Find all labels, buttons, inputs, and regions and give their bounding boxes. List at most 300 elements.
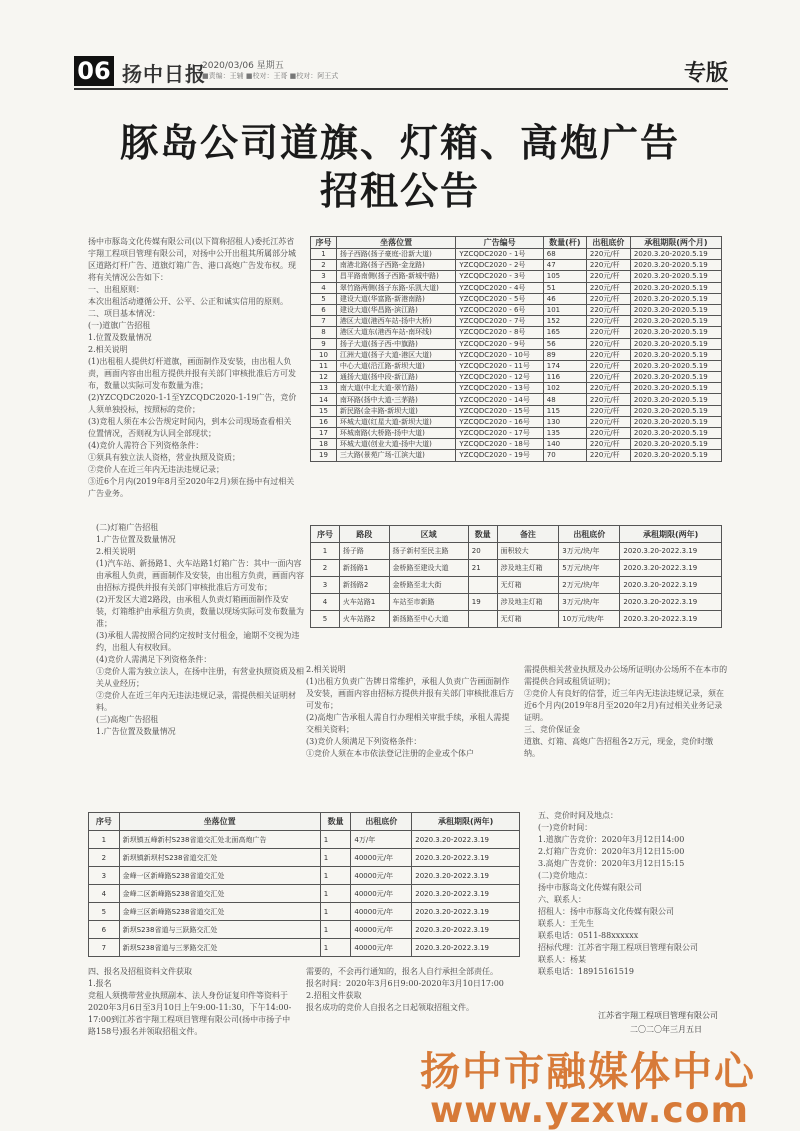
table-cell: 环城大道(创业大道-扬中大道): [336, 439, 456, 450]
table-cell: 车站至市新路: [389, 594, 468, 611]
table-cell: YZCQDC2020 - 16号: [456, 416, 543, 427]
table-cell: 105: [543, 271, 586, 282]
contact-line: 联系人：王先生: [538, 919, 594, 928]
table-row: [311, 394, 722, 405]
table-cell: 2020.3.20-2022.3.19: [412, 849, 520, 867]
column-header: 数量: [320, 813, 351, 831]
intro-paragraph: 扬中市豚岛文化传媒有限公司(以下简称招租人)委托江苏省宇翔工程项目管理有限公司，对扬中公开出租其所属部分城区道路灯杆广告、道旗灯箱广告、港口高炮广告发布权。现将有关情况公告如下：: [88, 237, 296, 282]
table-cell: 1: [311, 249, 337, 260]
table-cell: 2020.3.20-2020.5.19: [630, 304, 721, 315]
table-cell: 152: [543, 316, 586, 327]
table-cell: 4万/年: [351, 831, 412, 849]
table-cell: 2020.3.20-2022.3.19: [412, 903, 520, 921]
table-cell: 2020.3.20-2020.5.19: [630, 405, 721, 416]
issue-date: 2020/03/06 星期五: [202, 61, 284, 71]
table-cell: 220元/杆: [586, 271, 630, 282]
table-cell: 15: [311, 405, 337, 416]
intro-paragraph: ③近6个月内(2019年8月至2020年2月)须在扬中有过相关广告业务。: [88, 477, 295, 498]
column-header: 广告编号: [456, 237, 543, 249]
contact-line: 招标代理：江苏省宇翔工程项目管理有限公司: [538, 943, 698, 952]
table-cell: 昌平路南侧(扬子西路-新城中路): [336, 271, 456, 282]
table-cell: 港区大道(港西车站-扬中大桥): [336, 316, 456, 327]
lightbox-paragraph: ②竞价人在近三年内无违法违规记录，需提供相关证明材料。: [96, 691, 296, 712]
table-row: [311, 611, 722, 628]
column-header: 承租期限(两个月): [630, 237, 721, 249]
table-row: [311, 594, 722, 611]
contact-line: (一)竞价时间：: [538, 823, 593, 832]
table-cell: 220元/杆: [586, 372, 630, 383]
table-cell: 无灯箱: [497, 577, 559, 594]
table-cell: 5: [89, 903, 120, 921]
table-cell: 三大路(景苑广场-江滨大道): [336, 450, 456, 461]
table-cell: 115: [543, 405, 586, 416]
table-cell: 220元/杆: [586, 316, 630, 327]
watermark-cn: 扬中市融媒体中心: [420, 1048, 756, 1095]
table-cell: 2020.3.20-2022.3.19: [412, 867, 520, 885]
column-header: 坐落位置: [119, 813, 320, 831]
table-row: [311, 282, 722, 293]
table-cell: YZCQDC2020 - 13号: [456, 383, 543, 394]
contact-info: [538, 810, 728, 978]
table-cell: 1: [320, 831, 351, 849]
table-cell: 19: [311, 450, 337, 461]
table-row: [311, 293, 722, 304]
contact-line: 五、竞价时间及地点：: [538, 811, 618, 820]
table-cell: 40000元/年: [351, 939, 412, 957]
contact-line: 3.高炮广告竞价：2020年3月12日15:15: [538, 859, 685, 868]
table-cell: 220元/杆: [586, 360, 630, 371]
deposit-column: [524, 664, 728, 760]
table-cell: YZCQDC2020 - 19号: [456, 450, 543, 461]
table-cell: 建设大道(华昌路-滨江路): [336, 304, 456, 315]
table-cell: 51: [543, 282, 586, 293]
table-cell: 2020.3.20-2020.5.19: [630, 416, 721, 427]
table-cell: 2020.3.20-2020.5.19: [630, 260, 721, 271]
column-header: 数量: [468, 526, 497, 543]
table-cell: 环城大道(红星大道-新坝大道): [336, 416, 456, 427]
deposit-paragraph: 道旗、灯箱、高炮广告招租各2万元，现金，竞价时缴纳。: [524, 737, 714, 758]
table-row: [311, 316, 722, 327]
table-cell: 1: [320, 849, 351, 867]
table-cell: YZCQDC2020 - 15号: [456, 405, 543, 416]
table-cell: 新扬路至中心大道: [389, 611, 468, 628]
lightbox-paragraph: (4)竞价人需满足下列资格条件：: [96, 655, 212, 664]
table-cell: 40000元/年: [351, 903, 412, 921]
table-billboard-ads: [88, 812, 520, 957]
intro-paragraph: (4)竞价人需符合下列资格条件：: [88, 441, 204, 450]
table-cell: 3: [89, 867, 120, 885]
table-cell: 扬子西路(扬子豪庭-沿新大道): [336, 249, 456, 260]
table-cell: 220元/杆: [586, 304, 630, 315]
table-cell: 1: [320, 903, 351, 921]
column-header: 序号: [311, 237, 337, 249]
intro-paragraph: (2)YZCQDC2020-1-1至YZCQDC2020-1-19广告，竞价人须单独投标，按照标的竞价；: [88, 393, 297, 414]
table-cell: 2020.3.20-2022.3.19: [412, 885, 520, 903]
table-cell: 1: [320, 867, 351, 885]
column-header: 承租期限(两年): [412, 813, 520, 831]
deposit-paragraph: ②竞价人有良好的信誉，近三年内无违法违规记录，须在近6个月内(2019年8月至2020年2月)有过相关业务记录证明。: [524, 689, 724, 722]
table-cell: 涉及地主灯箱: [497, 560, 559, 577]
table-row: [89, 939, 520, 957]
table-cell: 46: [543, 293, 586, 304]
table-cell: 涉及地主灯箱: [497, 594, 559, 611]
header-rule: [74, 88, 728, 90]
table-lightbox-ads: [310, 525, 722, 628]
table-cell: 2020.3.20-2022.3.19: [412, 939, 520, 957]
column-header: 备注: [497, 526, 559, 543]
intro-paragraph: ②竞价人在近三年内无违法违规记录；: [88, 465, 224, 474]
table-cell: 8: [311, 327, 337, 338]
table-cell: 220元/杆: [586, 439, 630, 450]
signature-date: 二〇二〇年三月五日: [630, 1025, 702, 1034]
table-cell: 扬子路: [339, 543, 389, 560]
table-cell: 6: [311, 304, 337, 315]
table-cell: 无灯箱: [497, 611, 559, 628]
contact-line: 2.灯箱广告竞价：2020年3月12日15:00: [538, 847, 685, 856]
table-cell: 2020.3.20-2020.5.19: [630, 338, 721, 349]
table-cell: YZCQDC2020 - 18号: [456, 439, 543, 450]
table-cell: [468, 577, 497, 594]
table-cell: 1: [89, 831, 120, 849]
intro-paragraph: ①须具有独立法人资格，营业执照及资质；: [88, 453, 240, 462]
table-cell: 通扬大道(扬中段-新江路): [336, 372, 456, 383]
contact-line: 六、联系人：: [538, 895, 586, 904]
headline: 豚岛公司道旗、灯箱、高炮广告: [119, 120, 680, 165]
table-cell: 220元/杆: [586, 249, 630, 260]
table-cell: 1: [320, 939, 351, 957]
table-cell: 40000元/年: [351, 885, 412, 903]
registration-paragraph: 竞租人须携带营业执照副本、法人身份证复印件等资料于2020年3月6日至3月10日上午9:00-11:30，下午14:00-17:00到江苏省宇翔工程项目管理有限公司(扬中市扬子中路158号)报名并领取招租文件。: [88, 991, 292, 1036]
documents-paragraph: 报名成功的竞价人自报名之日起领取招租文件。: [306, 1003, 474, 1012]
table-row: [311, 405, 722, 416]
lightbox-paragraph: (三)高炮广告招租: [96, 715, 159, 724]
subheadline: 招租公告: [319, 168, 480, 213]
table-cell: 220元/杆: [586, 282, 630, 293]
table-cell: 220元/杆: [586, 394, 630, 405]
table-cell: YZCQDC2020 - 10号: [456, 349, 543, 360]
table-row: [311, 338, 722, 349]
table-cell: 89: [543, 349, 586, 360]
contact-line: 1.道旗广告竞价：2020年3月12日14:00: [538, 835, 685, 844]
table-cell: 7: [89, 939, 120, 957]
table-cell: [468, 611, 497, 628]
table-row: [311, 349, 722, 360]
table-cell: 2: [311, 560, 340, 577]
table-row: [311, 543, 722, 560]
contact-line: 联系电话：18915161519: [538, 967, 634, 976]
table-cell: 10万元/块/年: [559, 611, 620, 628]
table-cell: 220元/杆: [586, 338, 630, 349]
table-cell: 1: [320, 921, 351, 939]
contact-line: (二)竞价地点：: [538, 871, 593, 880]
table-cell: 2020.3.20-2020.5.19: [630, 394, 721, 405]
table-cell: 10: [311, 349, 337, 360]
table-cell: 金峰三区新峰路S238省道交汇处: [119, 903, 320, 921]
table-cell: 40000元/年: [351, 849, 412, 867]
table-row: [311, 260, 722, 271]
table-cell: 18: [311, 439, 337, 450]
table-cell: 56: [543, 338, 586, 349]
table-cell: 48: [543, 394, 586, 405]
column-header: 出租底价: [351, 813, 412, 831]
table-cell: 金峰一区新峰路S238省道交汇处: [119, 867, 320, 885]
table-cell: 220元/杆: [586, 450, 630, 461]
lightbox-paragraph: (1)汽车站、新扬路1、火车站路1灯箱广告：其中一面内容由承租人负责，画面制作及安装，由出租方负责，画面内容由招标方提供并报有关部门审核批准后方可发布；: [96, 559, 304, 592]
table-cell: 2: [311, 260, 337, 271]
table-cell: 5: [311, 611, 340, 628]
table-row: [311, 560, 722, 577]
table-cell: 116: [543, 372, 586, 383]
documents-paragraph: 报名时间：2020年3月6日9:00-2020年3月10日17:00: [306, 979, 504, 988]
intro-paragraph: 1.位置及数量情况: [88, 333, 152, 342]
notes-paragraph: 2.相关说明: [306, 665, 346, 674]
table-cell: 2020.3.20-2022.3.19: [620, 560, 722, 577]
column-header: 序号: [311, 526, 340, 543]
intro-paragraph: (一)道旗广告招租: [88, 321, 151, 330]
table-cell: 2020.3.20-2022.3.19: [620, 594, 722, 611]
column-header: 区域: [389, 526, 468, 543]
notes-paragraph: (3)竞价人须满足下列资格条件：: [306, 737, 422, 746]
lightbox-paragraph: 2.相关说明: [96, 547, 136, 556]
table-cell: 2020.3.20-2022.3.19: [412, 831, 520, 849]
lightbox-paragraph: (二)灯箱广告招租: [96, 523, 159, 532]
newspaper-logo: 扬中日报: [122, 62, 206, 86]
documents-text: [306, 966, 516, 1014]
table-row: [311, 450, 722, 461]
notes-paragraph: (2)高炮广告承租人需自行办理相关审批手续，承租人需提交相关资料；: [306, 713, 510, 734]
table-row: [311, 304, 722, 315]
notes-paragraph: ①竞价人须在本市依法登记注册的企业或个体户: [306, 749, 474, 758]
table-cell: 金桥路至建设大道: [389, 560, 468, 577]
table-cell: 3万元/块/年: [559, 594, 620, 611]
table-cell: 220元/杆: [586, 260, 630, 271]
page-number: 06: [74, 56, 114, 86]
table-cell: 环城南路(大桥路-扬中大道): [336, 428, 456, 439]
lightbox-paragraph: (3)承租人需按照合同约定按时支付租金，逾期不交视为违约，出租人有权收回。: [96, 631, 300, 652]
table-cell: 2020.3.20-2020.5.19: [630, 316, 721, 327]
table-cell: 220元/杆: [586, 416, 630, 427]
column-header: 数量(杆): [543, 237, 586, 249]
table-row: [89, 867, 520, 885]
table-cell: 新坝镇五峰新村S238省道交汇处北面高炮广告: [119, 831, 320, 849]
table-cell: 火车站路1: [339, 594, 389, 611]
table-cell: 20: [468, 543, 497, 560]
intro-paragraph: 二、项目基本情况：: [88, 309, 160, 318]
deposit-paragraph: 需提供相关营业执照及办公场所证明(办公场所不在本市的需提供合同或租赁证明)；: [524, 665, 728, 686]
table-cell: YZCQDC2020 - 9号: [456, 338, 543, 349]
table-cell: 5万元/块/年: [559, 560, 620, 577]
table-cell: 4: [89, 885, 120, 903]
table-cell: 新扬路2: [339, 577, 389, 594]
table-cell: 2020.3.20-2020.5.19: [630, 349, 721, 360]
registration-paragraph: 1.报名: [88, 979, 112, 988]
table-cell: YZCQDC2020 - 6号: [456, 304, 543, 315]
table-cell: 面积较大: [497, 543, 559, 560]
table-cell: 2020.3.20-2022.3.19: [412, 921, 520, 939]
intro-paragraph: 2.相关说明: [88, 345, 128, 354]
table-cell: 新坝S238省道与三跃路交汇处: [119, 921, 320, 939]
table-cell: 5: [311, 293, 337, 304]
table-cell: 165: [543, 327, 586, 338]
table-cell: 新民路(金丰路-新坝大道): [336, 405, 456, 416]
table-cell: 2020.3.20-2022.3.19: [620, 577, 722, 594]
table-cell: 14: [311, 394, 337, 405]
intro-paragraph: 一、出租原则：: [88, 285, 144, 294]
table-cell: 135: [543, 428, 586, 439]
table-flag-ads: [310, 236, 722, 462]
column-header: 序号: [89, 813, 120, 831]
table-row: [89, 921, 520, 939]
table-cell: 翠竹路两侧(扬子东路-乐凯大道): [336, 282, 456, 293]
table-cell: 港区大道东(港西车站-南环线): [336, 327, 456, 338]
table-cell: 3: [311, 271, 337, 282]
table-cell: YZCQDC2020 - 14号: [456, 394, 543, 405]
table-cell: 130: [543, 416, 586, 427]
table-cell: 南大道(中北大道-翠竹路): [336, 383, 456, 394]
lightbox-paragraph: (2)开发区大道2路段，由承租人负责灯箱画面制作及安装，灯箱维护由承租方负责，数量以现场实际可发布数量为准；: [96, 595, 304, 628]
table-cell: 2020.3.20-2020.5.19: [630, 439, 721, 450]
table-row: [89, 849, 520, 867]
table-cell: 建设大道(华富路-新港南路): [336, 293, 456, 304]
table-row: [311, 577, 722, 594]
table-cell: 220元/杆: [586, 405, 630, 416]
table-cell: 2020.3.20-2022.3.19: [620, 611, 722, 628]
table-row: [89, 831, 520, 849]
table-cell: 3万元/块/年: [559, 543, 620, 560]
table-cell: 68: [543, 249, 586, 260]
table-cell: 新坝S238省道与三茅路交汇处: [119, 939, 320, 957]
table-cell: 6: [89, 921, 120, 939]
section-label: 专版: [683, 61, 728, 86]
table-row: [89, 885, 520, 903]
table-cell: 13: [311, 383, 337, 394]
column-header: 路段: [339, 526, 389, 543]
column-header: 出租底价: [586, 237, 630, 249]
table-cell: 扬子新村至民主路: [389, 543, 468, 560]
lightbox-paragraph: 1.广告位置及数量情况: [96, 535, 176, 544]
contact-line: 扬中市豚岛文化传媒有限公司: [538, 883, 642, 892]
table-cell: 新扬路1: [339, 560, 389, 577]
table-cell: 7: [311, 316, 337, 327]
table-cell: 新坝镇新坝村S238省道交汇处: [119, 849, 320, 867]
intro-text: [88, 236, 298, 500]
signature-company: 江苏省宇翔工程项目管理有限公司: [598, 1011, 718, 1020]
table-cell: 2020.3.20-2022.3.19: [620, 543, 722, 560]
table-cell: 3: [311, 577, 340, 594]
table-cell: 2020.3.20-2020.5.19: [630, 293, 721, 304]
table-cell: 2020.3.20-2020.5.19: [630, 428, 721, 439]
table-cell: 金桥路至北大街: [389, 577, 468, 594]
notes-paragraph: (1)出租方负责广告牌日常维护，承租人负责广告画面制作及安装，画面内容由招标方提供并报有关部门审核批准后方可发布；: [306, 677, 514, 710]
table-row: [311, 383, 722, 394]
table-cell: 4: [311, 282, 337, 293]
contact-line: 联系人：杨某: [538, 955, 586, 964]
table-row: [311, 327, 722, 338]
editor-credits: ■责编：王辅 ■校对：王哥 ■校对：阿王式: [202, 72, 339, 80]
table-cell: 2: [89, 849, 120, 867]
table-cell: YZCQDC2020 - 7号: [456, 316, 543, 327]
table-cell: 1: [311, 543, 340, 560]
column-header: 出租底价: [559, 526, 620, 543]
table-cell: YZCQDC2020 - 1号: [456, 249, 543, 260]
table-cell: 2020.3.20-2020.5.19: [630, 372, 721, 383]
table-cell: 江洲大道(扬子大道-港区大道): [336, 349, 456, 360]
table-cell: YZCQDC2020 - 8号: [456, 327, 543, 338]
table-cell: 140: [543, 439, 586, 450]
table-cell: 102: [543, 383, 586, 394]
lightbox-section-text: [96, 522, 304, 738]
table-cell: 12: [311, 372, 337, 383]
table-cell: 火车站路2: [339, 611, 389, 628]
table-cell: 2020.3.20-2020.5.19: [630, 360, 721, 371]
lightbox-paragraph: 1.广告位置及数量情况: [96, 727, 176, 736]
table-cell: 南港北路(扬子西路-金龙路): [336, 260, 456, 271]
table-cell: 220元/杆: [586, 428, 630, 439]
table-cell: 47: [543, 260, 586, 271]
table-cell: YZCQDC2020 - 4号: [456, 282, 543, 293]
watermark-url: www.yzxw.com: [430, 1090, 750, 1131]
table-cell: 2020.3.20-2020.5.19: [630, 327, 721, 338]
documents-paragraph: 需要的，不会再行通知的，报名人自行承担全部责任。: [306, 967, 498, 976]
table-cell: 101: [543, 304, 586, 315]
table-cell: 11: [311, 360, 337, 371]
table-row: [311, 360, 722, 371]
table-cell: 2020.3.20-2020.5.19: [630, 271, 721, 282]
table-cell: 21: [468, 560, 497, 577]
documents-paragraph: 2.招租文件获取: [306, 991, 362, 1000]
table-cell: 中心大道(沿江路-新坝大道): [336, 360, 456, 371]
registration-text: [88, 966, 298, 1038]
table-cell: 174: [543, 360, 586, 371]
table-row: [311, 271, 722, 282]
column-header: 承租期限(两年): [620, 526, 722, 543]
table-row: [311, 416, 722, 427]
lightbox-paragraph: ①竞价人需为独立法人，在扬中注册，有营业执照资质及相关从业经历；: [96, 667, 304, 688]
table-cell: 2020.3.20-2020.5.19: [630, 282, 721, 293]
table-cell: YZCQDC2020 - 5号: [456, 293, 543, 304]
table-cell: 扬子大道(扬子西-中旗路): [336, 338, 456, 349]
table-cell: 16: [311, 416, 337, 427]
intro-paragraph: (3)竞租人须在本公告规定时间内，到本公司现场查看相关位置情况，否则视为认同全部现状；: [88, 417, 292, 438]
table-cell: YZCQDC2020 - 12号: [456, 372, 543, 383]
table-cell: 1: [320, 885, 351, 903]
table-cell: 40000元/年: [351, 867, 412, 885]
table-cell: YZCQDC2020 - 3号: [456, 271, 543, 282]
table-row: [89, 903, 520, 921]
contact-line: 招租人：扬中市豚岛文化传媒有限公司: [538, 907, 674, 916]
table-cell: 9: [311, 338, 337, 349]
table-cell: 金峰二区新峰路S238省道交汇处: [119, 885, 320, 903]
table-cell: 2万元/块/年: [559, 577, 620, 594]
notes-column: [306, 664, 516, 760]
registration-paragraph: 四、报名及招租资料文件获取: [88, 967, 192, 976]
table-cell: 2020.3.20-2020.5.19: [630, 383, 721, 394]
table-cell: 220元/杆: [586, 383, 630, 394]
table-cell: 220元/杆: [586, 327, 630, 338]
table-cell: 2020.3.20-2020.5.19: [630, 450, 721, 461]
table-cell: YZCQDC2020 - 11号: [456, 360, 543, 371]
table-cell: 19: [468, 594, 497, 611]
table-row: [311, 249, 722, 260]
contact-line: 联系电话：0511-88xxxxxx: [538, 931, 639, 940]
intro-paragraph: 本次出租活动遵循公开、公平、公正和诚实信用的原则。: [88, 297, 288, 306]
table-cell: YZCQDC2020 - 17号: [456, 428, 543, 439]
column-header: 坐落位置: [336, 237, 456, 249]
table-cell: YZCQDC2020 - 2号: [456, 260, 543, 271]
table-row: [311, 428, 722, 439]
table-cell: 17: [311, 428, 337, 439]
table-row: [311, 372, 722, 383]
